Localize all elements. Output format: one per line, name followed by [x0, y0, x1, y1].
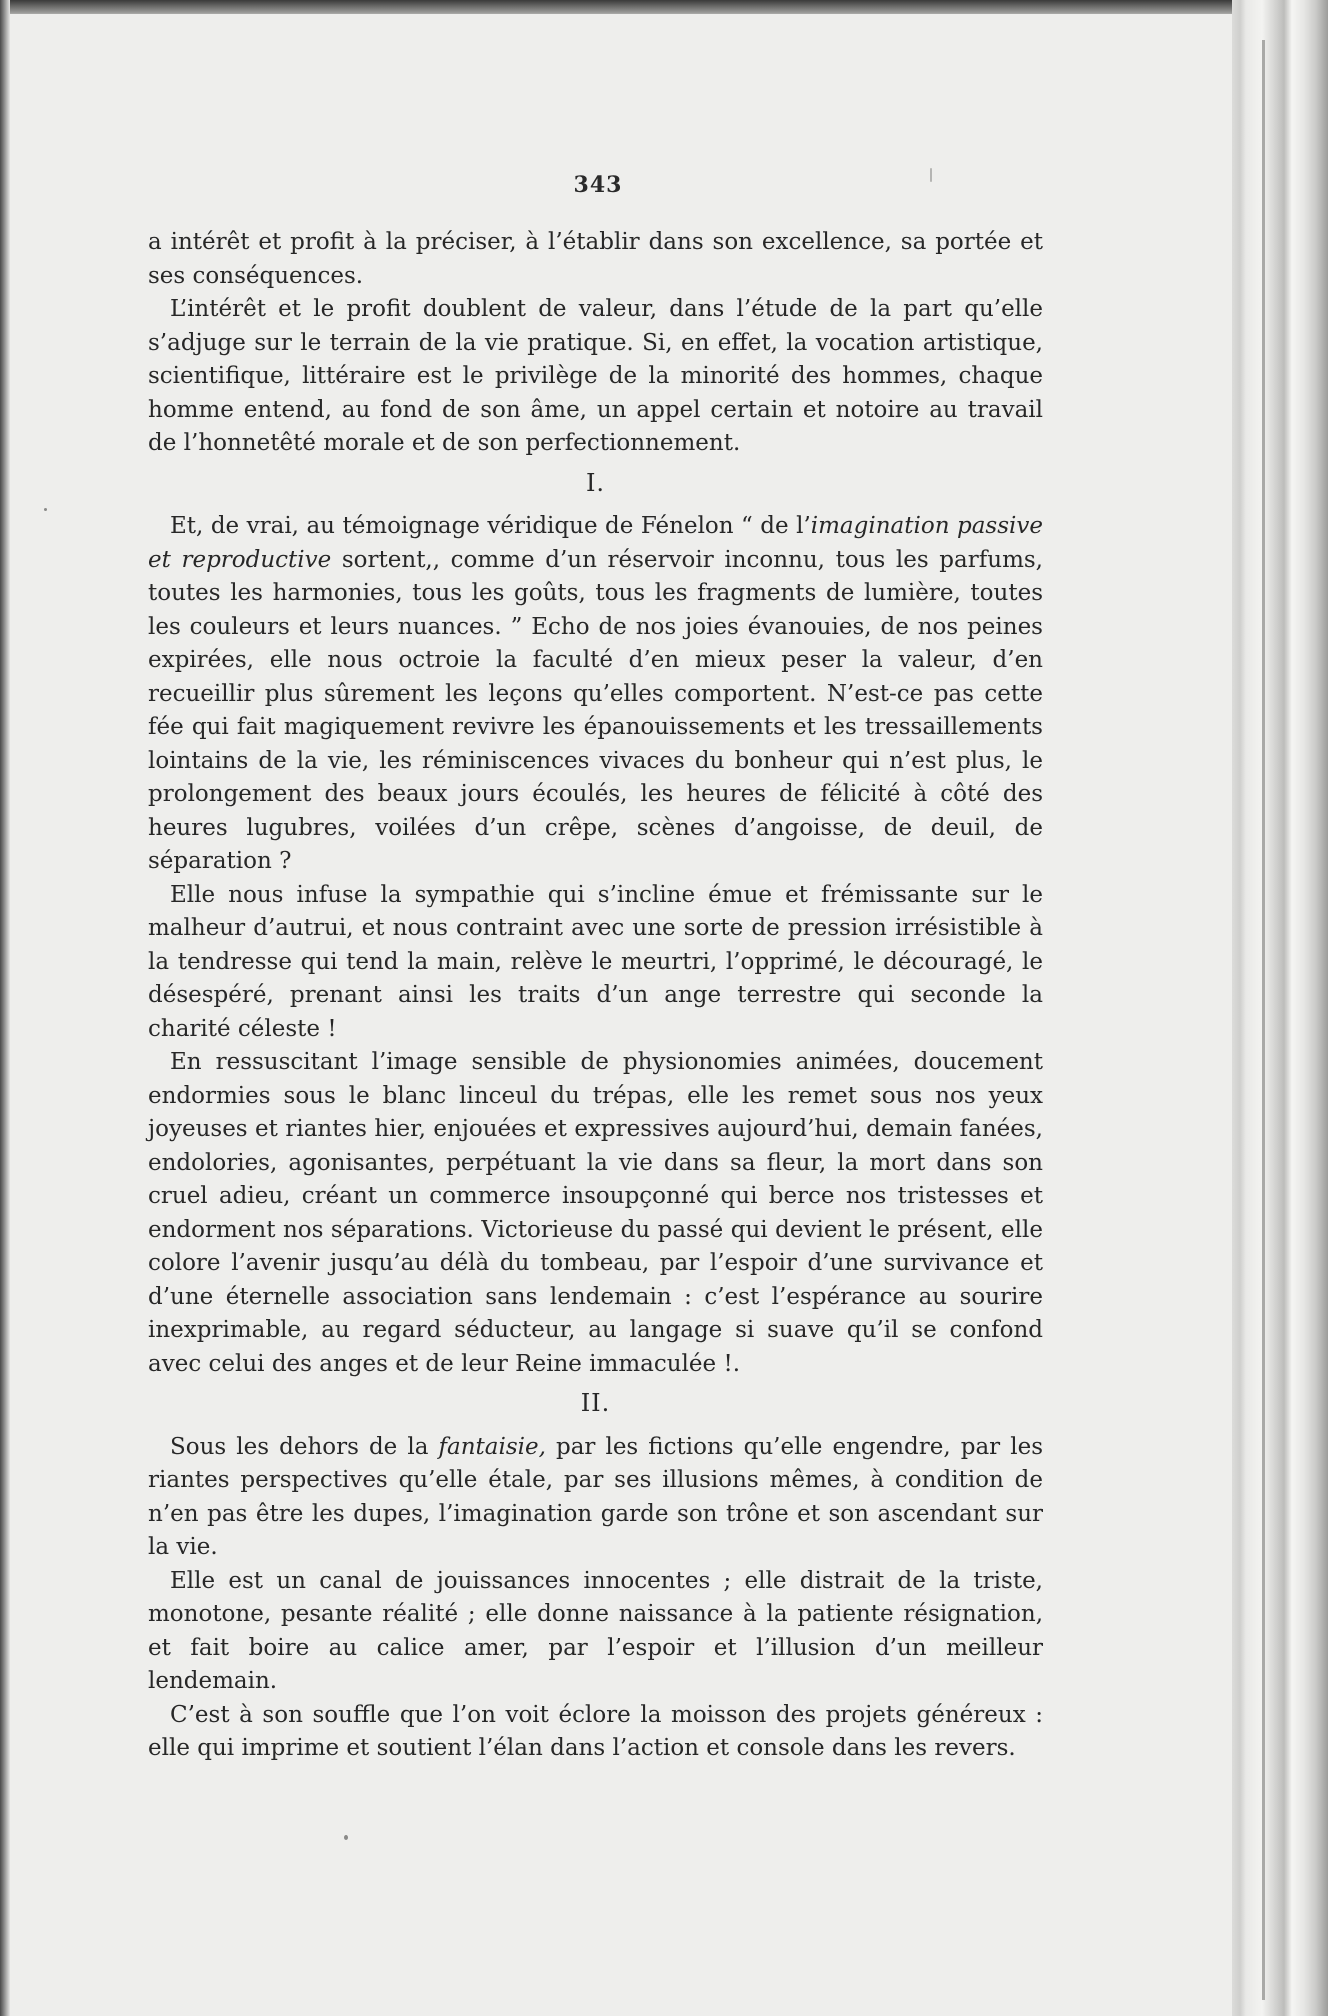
section1-paragraph-2: Elle nous infuse la sympathie qui s’incline émue et frémissante sur le malheur d’autrui, et nous contraint avec une sorte de pression irrésistible à la tendresse qui tend la main, relève le meurtri, l’opprimé, le découragé, le désespéré, prenant ainsi les traits d’un ange terrestre qui seconde la charité céleste !	[148, 881, 1043, 1042]
section1-p1-italic: imagination passive et reproductive	[148, 513, 1043, 573]
section2-p1-italic: fantaisie,	[438, 1433, 546, 1460]
section1-paragraph-3: En ressuscitant l’image sensible de physionomies animées, doucement endormies sous le blanc linceul du trépas, elle les remet sous nos yeux joyeuses et riantes hier, enjouées et expressives aujourd’hui, demain fanées, endolories, agonisantes, perpétuant la vie dans sa fleur, la mort dans son cruel adieu, créant un commerce insoupçonné qui berce nos tristesses et endorment nos séparations. Victorieuse du passé qui devient le présent, elle colore l’avenir jusqu’au délà du tombeau, par l’espoir d’une survivance et d’une éternelle association sans lendemain : c’est l’espérance au sourire inexprimable, au regard séducteur, au langage si suave qu’il se confond avec celui des anges et de leur Reine immaculée !.	[148, 1049, 1043, 1377]
section-heading-1: I.	[585, 468, 606, 497]
section1-p1-text-a: Et, de vrai, au témoignage véridique de Fénelon “ de l’	[170, 513, 811, 539]
section1-paragraph-1	[148, 510, 1043, 879]
section1-p1-text-b: sortent,, comme d’un réservoir inconnu, tous les parfums, toutes les harmonies, tous les goûts, tous les fragments de lumière, toutes les couleurs et leurs nuances. ” Echo de nos joies évanouies, de nos peines expirées, elle nous octroie la faculté d’en mieux peser la valeur, d’en recueillir plus sûrement les leçons qu’elles comportent. N’est-ce pas cette fée qui fait magiquement revivre les épanouissements et les tressaillements lointains de la vie, les réminiscences vivaces du bonheur qui n’est plus, le prolongement des beaux jours écoulés, les heures de félicité à côté des heures lugubres, voilées d’un crêpe, scènes d’angoisse, de deuil, de séparation ?	[148, 546, 1043, 874]
section2-paragraph-3: C’est à son souffle que l’on voit éclore la moisson des projets généreux : elle qui imprime et soutient l’élan dans l’action et console dans les revers.	[148, 1701, 1043, 1761]
book-gutter	[1232, 0, 1328, 2016]
scan-speck	[44, 508, 47, 511]
scan-speck	[930, 168, 932, 182]
section2-p1-text-b: par les fictions qu’elle engendre, par les riantes perspectives qu’elle étale, par ses illusions mêmes, à condition de n’en pas être les dupes, l’imagination garde son trône et son ascendant sur la vie.	[148, 1433, 1044, 1560]
paragraph-continued: a intérêt et profit à la préciser, à l’établir dans son excellence, sa portée et ses conséquences.	[148, 229, 1043, 289]
scan-speck	[344, 1835, 348, 1840]
section2-paragraph-1	[148, 1431, 1043, 1565]
section-heading-2: II.	[580, 1389, 611, 1417]
gutter-fold-line	[1262, 40, 1265, 2000]
left-edge-shadow	[0, 0, 10, 2016]
section2-p1-text-a: Sous les dehors de la	[170, 1433, 439, 1460]
page-body	[148, 166, 1043, 1766]
paragraph-intro: L’intérêt et le profit doublent de valeur, dans l’étude de la part qu’elle s’adjuge sur le terrain de la vie pratique. Si, en effet, la vocation artistique, scientifique, littéraire est le privilège de la minorité des hommes, chaque homme entend, au fond de son âme, un appel certain et notoire au travail de l’honnetêté morale et de son perfectionnement.	[148, 296, 1043, 456]
page-number: 343	[573, 172, 623, 198]
section2-paragraph-2: Elle est un canal de jouissances innocentes ; elle distrait de la triste, monotone, pesante réalité ; elle donne naissance à la patiente résignation, et fait boire au calice amer, par l’espoir et l’illusion d’un meilleur lendemain.	[148, 1567, 1043, 1694]
